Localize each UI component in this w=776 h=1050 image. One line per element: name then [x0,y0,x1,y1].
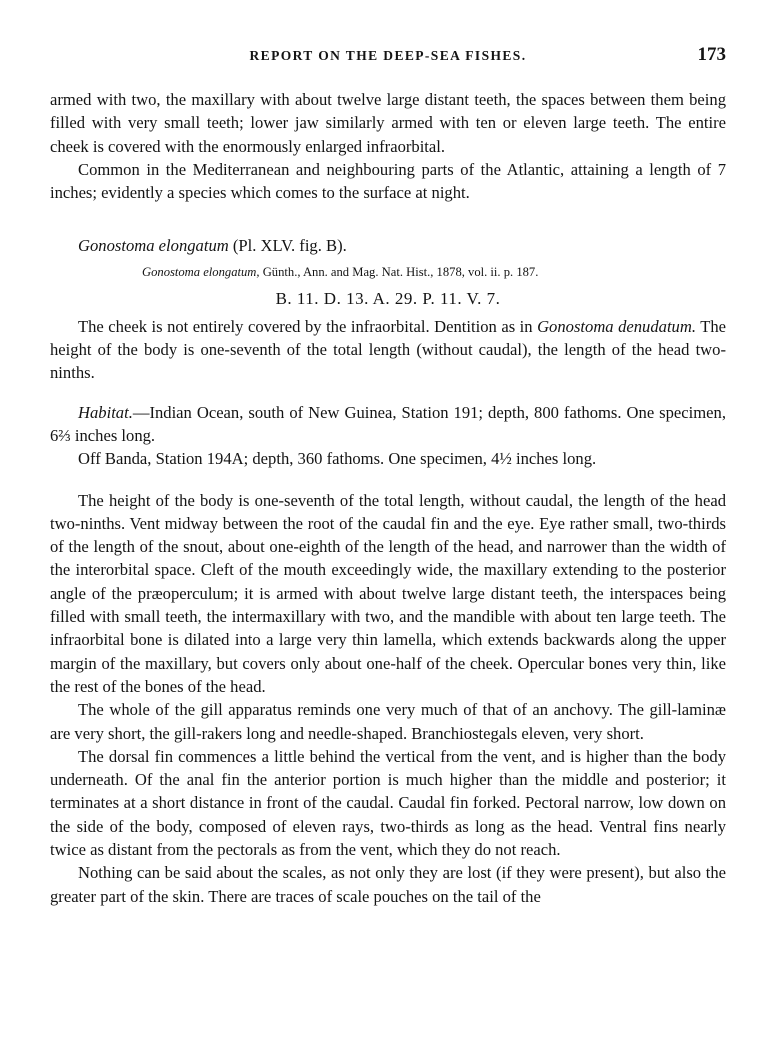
running-head: REPORT ON THE DEEP-SEA FISHES. [249,48,527,63]
habitat-line-1: —Indian Ocean, south of New Guinea, Station 191; depth, 800 fathoms. One specimen, 6⅔ inches long. [50,402,726,445]
description-paragraph-1: The height of the body is one-seventh of the total length, without caudal, the length of the head two-ninths. Vent midway between the root of the caudal fin and the eye. Eye rather small, two-thirds of the length of the snout, about one-eighth of the length of the head, and narrower than the width of the interorbital space. Cleft of the mouth exceedingly wide, the maxillary extending to the posterior angle of the præoperculum; it is armed with about twelve large distant teeth, the interspaces being filled with small teeth, the intermaxillary with two, and the mandible with about ten large teeth. The infraorbital bone is dilated into a large very thin lamella, which extends backwards along the upper margin of the maxillary, but covers only about one-half of the cheek. Opercular bones very thin, like the rest of the bones of the head. [50,490,726,696]
species-heading [78,234,726,257]
description-paragraph-3: The dorsal fin commences a little behind the vertical from the vent, and is higher than the body underneath. Of the anal fin the anterior portion is much higher than the middle and posterior; it terminates at a short distance in front of the caudal. Caudal fin forked. Pectoral narrow, low down on the side of the body, composed of eleven rays, two-thirds as long as the head. Ventral fins nearly twice as distant from the pectorals as from the vent, which they do not reach. [50,746,726,860]
plate-reference: (Pl. XLV. fig. B). [232,236,347,256]
diagnosis-reference-species: Gonostoma denudatum. [537,316,696,336]
synonym-reference: Günth., Ann. and Mag. Nat. Hist., 1878, vol. ii. p. 187. [262,264,539,279]
habitat-paragraph [50,401,726,448]
synonym-citation [142,262,726,282]
fin-formula: B. 11. D. 13. A. 29. P. 11. V. 7. [275,288,501,308]
species-name: Gonostoma elongatum [78,236,229,256]
description-paragraph-2: The whole of the gill apparatus reminds one very much of that of an anchovy. The gill-laminæ are very short, the gill-rakers long and needle-shaped. Branchiostegals eleven, very short. [50,700,726,743]
intro-paragraph-1: armed with two, the maxillary with about twelve large distant teeth, the spaces between them being filled with very small teeth; lower jaw similarly armed with ten or eleven large teeth. The entire cheek is covered with the enormously enlarged infraorbital. [50,90,726,156]
body-text [50,88,726,908]
diagnosis-paragraph [50,315,726,385]
description-paragraph-4: Nothing can be said about the scales, as not only they are lost (if they were present), but also the greater part of the skin. There are traces of scale pouches on the tail of the [50,863,726,906]
diagnosis-text-b: The height of the body is one-seventh of the total length (without caudal), the length of the head two-ninths. [50,316,727,383]
habitat-line-2: Off Banda, Station 194A; depth, 360 fathoms. One specimen, 4½ inches long. [78,449,597,469]
page-number: 173 [697,44,726,65]
page-header [48,44,728,70]
synonym-name: Gonostoma elongatum, [142,264,260,279]
intro-paragraph-2: Common in the Mediterranean and neighbouring parts of the Atlantic, attaining a length of 7 inches; evidently a species which comes to the surface at night. [50,159,726,203]
habitat-label: Habitat. [78,402,133,422]
diagnosis-text-a: The cheek is not entirely covered by the infraorbital. Dentition as in [78,316,538,336]
